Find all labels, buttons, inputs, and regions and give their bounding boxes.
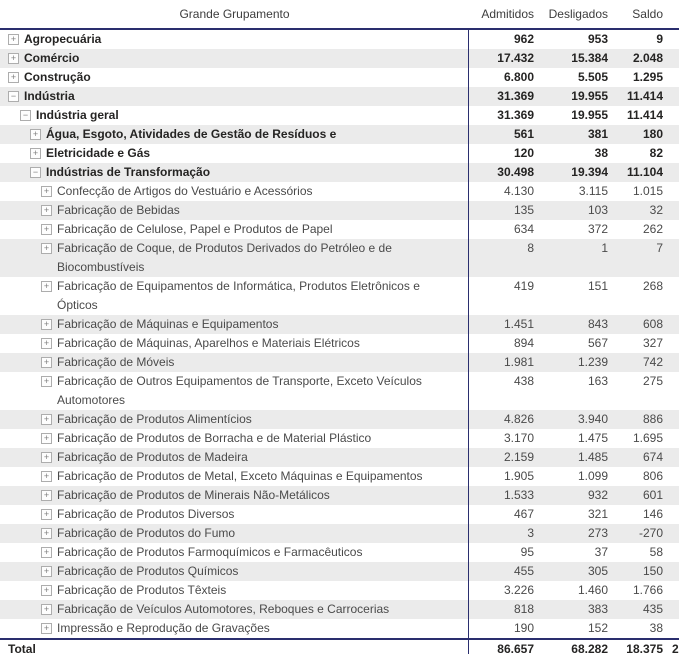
expand-toggle-icon[interactable]: + [8, 53, 19, 64]
table-row[interactable] [0, 353, 679, 372]
expand-toggle-icon[interactable]: + [41, 623, 52, 634]
value-desligados: 953 [587, 32, 608, 46]
row-label-cell [0, 125, 469, 144]
value-saldo: 150 [642, 564, 663, 578]
value-desligados: 3.940 [577, 412, 608, 426]
row-label-cell [0, 640, 469, 654]
row-label-cell [0, 68, 469, 87]
value-saldo: 327 [642, 336, 663, 350]
value-admitidos: 8 [527, 241, 534, 255]
value-saldo: 806 [642, 469, 663, 483]
value-desligados: 103 [587, 203, 608, 217]
row-label: Fabricação de Veículos Automotores, Reboques e Carrocerias [57, 602, 390, 616]
value-desligados: 305 [587, 564, 608, 578]
table-row[interactable] [0, 562, 679, 581]
row-label: Indústrias de Transformação [46, 165, 211, 179]
value-admitidos: 17.432 [497, 51, 534, 65]
value-admitidos: 120 [513, 146, 534, 160]
expand-toggle-icon[interactable]: + [41, 585, 52, 596]
value-desligados: 1.099 [577, 469, 608, 483]
expand-toggle-icon[interactable]: + [41, 376, 52, 387]
table-row[interactable] [0, 49, 679, 68]
value-saldo: 268 [642, 279, 663, 293]
row-label-cell [0, 600, 469, 619]
collapse-toggle-icon[interactable]: − [8, 91, 19, 102]
row-label-cell [0, 220, 469, 239]
table-row[interactable] [0, 182, 679, 201]
expand-toggle-icon[interactable]: + [41, 547, 52, 558]
row-label: Indústria geral [36, 108, 119, 122]
row-label: Construção [24, 70, 91, 84]
table-row[interactable] [0, 30, 679, 49]
value-admitidos: 190 [513, 621, 534, 635]
expand-toggle-icon[interactable]: + [41, 338, 52, 349]
value-desligados: 15.384 [571, 51, 608, 65]
expand-toggle-icon[interactable]: + [41, 319, 52, 330]
value-saldo: 1.766 [632, 583, 663, 597]
value-admitidos: 455 [513, 564, 534, 578]
row-label: Fabricação de Produtos Diversos [57, 507, 235, 521]
table-row[interactable] [0, 68, 679, 87]
value-admitidos: 561 [513, 127, 534, 141]
table-row[interactable] [0, 277, 679, 315]
table-row[interactable] [0, 486, 679, 505]
table-row[interactable] [0, 87, 679, 106]
value-admitidos: 467 [513, 507, 534, 521]
row-label: Fabricação de Produtos de Metal, Exceto Máquinas e Equipamentos [57, 469, 423, 483]
row-label-cell [0, 182, 469, 201]
column-header-desligados[interactable]: Desligados [548, 7, 608, 21]
value-admitidos: 1.451 [503, 317, 534, 331]
row-label-cell [0, 429, 469, 448]
total-row[interactable] [0, 638, 679, 654]
value-desligados: 163 [587, 374, 608, 388]
value-saldo: 58 [649, 545, 663, 559]
value-desligados: 68.282 [571, 642, 608, 654]
row-label-cell [0, 239, 469, 277]
value-desligados: 151 [587, 279, 608, 293]
table-row[interactable] [0, 334, 679, 353]
row-label: Fabricação de Bebidas [57, 203, 180, 217]
row-label-cell [0, 619, 469, 638]
row-label: Fabricação de Móveis [57, 355, 175, 369]
row-label: Impressão e Reprodução de Gravações [57, 621, 270, 635]
expand-toggle-icon[interactable]: + [41, 243, 52, 254]
expand-toggle-icon[interactable]: + [30, 129, 41, 140]
value-admitidos: 6.800 [503, 70, 534, 84]
row-label: Confecção de Artigos do Vestuário e Acessórios [57, 184, 313, 198]
value-saldo: 9 [656, 32, 663, 46]
row-label: Fabricação de Máquinas, Aparelhos e Materiais Elétricos [57, 336, 360, 350]
value-admitidos: 2.159 [503, 450, 534, 464]
value-admitidos: 962 [513, 32, 534, 46]
value-desligados: 383 [587, 602, 608, 616]
value-desligados: 273 [587, 526, 608, 540]
value-desligados: 38 [594, 146, 608, 160]
table-row[interactable] [0, 125, 679, 144]
value-saldo: 11.104 [626, 165, 663, 179]
row-label-cell [0, 353, 469, 372]
value-desligados: 567 [587, 336, 608, 350]
value-admitidos: 419 [513, 279, 534, 293]
value-desligados: 1.475 [577, 431, 608, 445]
row-label: Fabricação de Produtos de Borracha e de Material Plástico [57, 431, 372, 445]
row-label: Indústria [24, 89, 75, 103]
table-row[interactable] [0, 600, 679, 619]
value-desligados: 1.485 [577, 450, 608, 464]
value-saldo: 11.414 [626, 108, 663, 122]
row-label-cell [0, 562, 469, 581]
expand-toggle-icon[interactable]: + [41, 205, 52, 216]
value-desligados: 321 [587, 507, 608, 521]
value-desligados: 19.955 [571, 108, 608, 122]
value-admitidos: 894 [513, 336, 534, 350]
value-desligados: 5.505 [577, 70, 608, 84]
value-saldo: 32 [649, 203, 663, 217]
value-saldo: 180 [642, 127, 663, 141]
table-row[interactable] [0, 543, 679, 562]
value-desligados: 152 [587, 621, 608, 635]
expand-toggle-icon[interactable]: + [41, 281, 52, 292]
value-admitidos: 135 [513, 203, 534, 217]
value-saldo: 742 [642, 355, 663, 369]
column-header-row-group[interactable]: Grande Grupamento [179, 7, 290, 21]
row-label-cell [0, 277, 469, 315]
expand-toggle-icon[interactable]: + [30, 148, 41, 159]
value-saldo: 608 [642, 317, 663, 331]
expand-toggle-icon[interactable]: + [41, 414, 52, 425]
row-label: Fabricação de Equipamentos de Informática, Produtos Eletrônicos e Ópticos [57, 279, 420, 312]
row-label: Fabricação de Celulose, Papel e Produtos de Papel [57, 222, 333, 236]
expand-toggle-icon[interactable]: + [41, 490, 52, 501]
table-body [0, 30, 679, 654]
row-label-cell [0, 30, 469, 49]
value-admitidos: 634 [513, 222, 534, 236]
value-saldo: 11.414 [626, 89, 663, 103]
table-row[interactable] [0, 163, 679, 182]
value-admitidos: 3.170 [503, 431, 534, 445]
table-row[interactable] [0, 467, 679, 486]
table-row[interactable] [0, 201, 679, 220]
value-admitidos: 4.130 [503, 184, 534, 198]
expand-toggle-icon[interactable]: + [41, 433, 52, 444]
table-row[interactable] [0, 144, 679, 163]
row-label-cell [0, 201, 469, 220]
row-label-cell [0, 106, 469, 125]
value-desligados: 19.394 [571, 165, 608, 179]
value-saldo: 146 [642, 507, 663, 521]
value-desligados: 1.239 [577, 355, 608, 369]
expand-toggle-icon[interactable]: + [41, 357, 52, 368]
row-label-cell [0, 505, 469, 524]
value-saldo: 886 [642, 412, 663, 426]
value-saldo: 1.015 [632, 184, 663, 198]
value-admitidos: 95 [520, 545, 534, 559]
row-label: Fabricação de Produtos de Madeira [57, 450, 248, 464]
value-saldo: 18.375 [626, 642, 663, 654]
row-label: Fabricação de Máquinas e Equipamentos [57, 317, 279, 331]
row-label-cell [0, 448, 469, 467]
table-row[interactable] [0, 524, 679, 543]
value-saldo: 601 [642, 488, 663, 502]
value-saldo: 262 [642, 222, 663, 236]
value-saldo: 82 [649, 146, 663, 160]
table-row[interactable] [0, 220, 679, 239]
expand-toggle-icon[interactable]: + [41, 452, 52, 463]
value-desligados: 19.955 [571, 89, 608, 103]
row-label-cell [0, 486, 469, 505]
table-row[interactable] [0, 372, 679, 410]
value-saldo: 38 [649, 621, 663, 635]
collapse-toggle-icon[interactable]: − [20, 110, 31, 121]
row-label: Fabricação de Produtos Têxteis [57, 583, 227, 597]
row-label-cell [0, 581, 469, 600]
row-label: Fabricação de Outros Equipamentos de Transporte, Exceto Veículos Automotores [57, 374, 422, 407]
value-desligados: 37 [594, 545, 608, 559]
row-label-cell [0, 163, 469, 182]
value-admitidos: 3 [527, 526, 534, 540]
expand-toggle-icon[interactable]: + [41, 509, 52, 520]
expand-toggle-icon[interactable]: + [8, 72, 19, 83]
value-saldo: 275 [642, 374, 663, 388]
column-header-admitidos[interactable]: Admitidos [481, 7, 534, 21]
table-header-row [0, 0, 679, 30]
row-label: Água, Esgoto, Atividades de Gestão de Resíduos e [46, 127, 337, 141]
table-row[interactable] [0, 619, 679, 638]
value-admitidos: 3.226 [503, 583, 534, 597]
row-label-cell [0, 543, 469, 562]
row-label-cell [0, 49, 469, 68]
value-desligados: 932 [587, 488, 608, 502]
table-row[interactable] [0, 429, 679, 448]
value-admitidos: 1.905 [503, 469, 534, 483]
expand-toggle-icon[interactable]: + [41, 528, 52, 539]
table-row[interactable] [0, 106, 679, 125]
value-saldo: -270 [638, 526, 663, 540]
row-label: Fabricação de Produtos Alimentícios [57, 412, 252, 426]
row-label-cell [0, 315, 469, 334]
value-desligados: 3.115 [578, 184, 608, 198]
expand-toggle-icon[interactable]: + [41, 224, 52, 235]
table-row[interactable] [0, 581, 679, 600]
value-admitidos: 1.981 [503, 355, 534, 369]
row-label-cell [0, 467, 469, 486]
row-label: Total [8, 642, 36, 654]
collapse-toggle-icon[interactable]: − [30, 167, 41, 178]
row-label-cell [0, 524, 469, 543]
row-label-cell [0, 372, 469, 410]
expand-toggle-icon[interactable]: + [41, 186, 52, 197]
value-saldo: 1.695 [632, 431, 663, 445]
value-saldo: 1.295 [632, 70, 663, 84]
value-desligados: 1.460 [577, 583, 608, 597]
row-label-cell [0, 87, 469, 106]
row-label: Fabricação de Produtos do Fumo [57, 526, 236, 540]
value-admitidos: 438 [513, 374, 534, 388]
table-row[interactable] [0, 410, 679, 429]
value-desligados: 372 [587, 222, 608, 236]
row-label-cell [0, 334, 469, 353]
row-label-cell [0, 410, 469, 429]
table-row[interactable] [0, 448, 679, 467]
row-label: Agropecuária [24, 32, 102, 46]
row-label: Comércio [24, 51, 80, 65]
row-label: Fabricação de Produtos de Minerais Não-Metálicos [57, 488, 330, 502]
value-saldo: 7 [656, 241, 663, 255]
expand-toggle-icon[interactable]: + [41, 566, 52, 577]
column-header-saldo[interactable]: Saldo [632, 7, 663, 21]
value-desligados: 1 [601, 241, 608, 255]
row-label: Fabricação de Coque, de Produtos Derivados do Petróleo e de Biocombustíveis [57, 241, 392, 274]
expand-toggle-icon[interactable]: + [41, 471, 52, 482]
row-label: Fabricação de Produtos Farmoquímicos e Farmacêuticos [57, 545, 363, 559]
table-row[interactable] [0, 315, 679, 334]
table-row[interactable] [0, 239, 679, 277]
value-admitidos: 818 [513, 602, 534, 616]
expand-toggle-icon[interactable]: + [8, 34, 19, 45]
value-desligados: 381 [587, 127, 608, 141]
value-desligados: 843 [587, 317, 608, 331]
value-saldo: 2.048 [632, 51, 663, 65]
value-admitidos: 31.369 [497, 108, 534, 122]
clipped-next-column-value: 2 [672, 642, 679, 654]
value-admitidos: 30.498 [497, 165, 534, 179]
value-admitidos: 4.826 [503, 412, 534, 426]
row-label-cell [0, 144, 469, 163]
expand-toggle-icon[interactable]: + [41, 604, 52, 615]
value-admitidos: 31.369 [497, 89, 534, 103]
table-row[interactable] [0, 505, 679, 524]
value-admitidos: 1.533 [503, 488, 534, 502]
value-saldo: 435 [642, 602, 663, 616]
value-admitidos: 86.657 [497, 642, 534, 654]
row-label: Fabricação de Produtos Químicos [57, 564, 239, 578]
value-saldo: 674 [642, 450, 663, 464]
row-label: Eletricidade e Gás [46, 146, 151, 160]
